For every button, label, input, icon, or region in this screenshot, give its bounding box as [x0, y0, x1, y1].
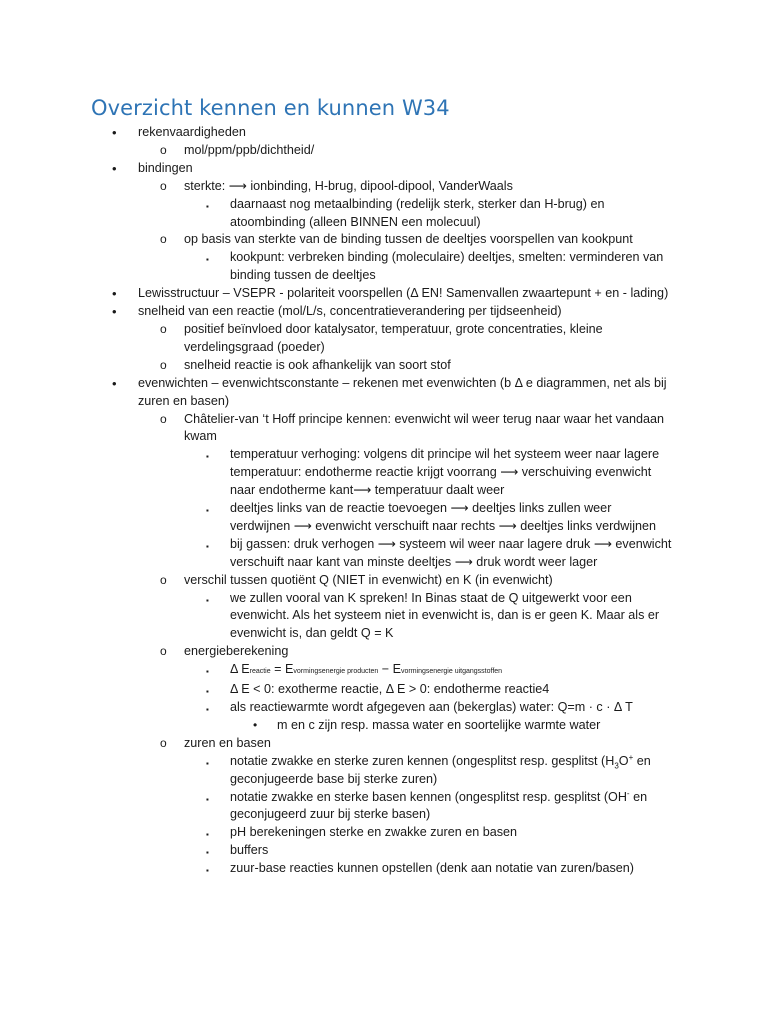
list-item-text: bij gassen: druk verhogen ⟶ systeem wil weer naar lagere druk ⟶ evenwicht verschuift naar kant van minste deeltjes ⟶ druk wordt weer lager [230, 536, 672, 569]
list-item-text: Lewisstructuur – VSEPR - polariteit voorspellen (Δ EN! Samenvallen zwaartepunt + en - lading) [138, 286, 669, 301]
formula-minus: − E [378, 662, 401, 677]
list-item-rekenvaardigheden [0, 124, 768, 142]
list-item-text: mol/ppm/ppb/dichtheid/ [184, 142, 315, 157]
list-item-text: pH berekeningen sterke en zwakke zuren en basen [230, 825, 518, 840]
list-item-kookpunt-voorspellen [0, 231, 768, 249]
text-part: en geconjugeerd zuur bij sterke basen) [230, 789, 648, 822]
circle-marker: o [160, 357, 167, 372]
list-item-text: als reactiewarmte wordt afgegeven aan (bekerglas) water: Q=m · c · Δ T [230, 700, 633, 714]
list-item-deeltjes-links [0, 500, 768, 536]
circle-marker: o [160, 178, 167, 193]
formula-subscript-producten: vormingsenergie producten [293, 668, 379, 676]
list-item-text: daarnaast nog metaalbinding (redelijk sterk, sterker dan H-brug) en atoombinding (alleen BINNEN een molecuul) [230, 196, 605, 229]
list-item-text: sterkte: ⟶ ionbinding, H-brug, dipool-dipool, VanderWaals [184, 178, 513, 193]
square-marker: ▪ [206, 794, 209, 804]
bullet-marker: • [112, 304, 117, 320]
list-item-text: zuur-base reacties kunnen opstellen (denk aan notatie van zuren/basen) [230, 861, 634, 876]
circle-marker: o [160, 735, 167, 750]
formula-delta: Δ E [230, 662, 250, 677]
bullet-marker: • [112, 286, 117, 302]
list-item-text: m en c zijn resp. massa water en soortelijke warmte water [277, 717, 601, 732]
square-marker: ▪ [206, 506, 209, 516]
list-item-metaalbinding [0, 196, 768, 232]
square-marker: ▪ [206, 705, 209, 714]
circle-marker: o [160, 644, 167, 659]
list-item-text: op basis van sterkte van de binding tussen de deeltjes voorspellen van kookpunt [184, 232, 633, 247]
square-marker: ▪ [206, 541, 209, 551]
list-item-text: positief beïnvloed door katalysator, temperatuur, grote concentraties, kleine verdelingsgraad (poeder) [184, 321, 603, 354]
list-item-evenwichten [0, 375, 768, 411]
list-item-text: kookpunt: verbreken binding (moleculaire) deeltjes, smelten: verminderen van binding tussen de deeltjes [230, 250, 664, 283]
square-marker: ▪ [206, 667, 209, 677]
square-marker: ▪ [206, 830, 209, 840]
circle-marker: o [160, 321, 167, 336]
square-marker: ▪ [206, 758, 209, 768]
list-item-text: bindingen [138, 160, 193, 175]
list-item-energieberekening [0, 643, 768, 661]
list-item-text: energieberekening [184, 644, 289, 659]
text-part: en geconjugeerde base bij sterke zuren) [230, 753, 651, 786]
list-item-ph-berekeningen [0, 824, 768, 842]
list-item-reactiewarmte [0, 699, 768, 717]
list-item-text: snelheid van een reactie (mol/L/s, concentratieverandering per tijdseenheid) [138, 304, 562, 319]
bullet-marker: • [112, 125, 117, 140]
formula-subscript-uitgangsstoffen: vormingsenergie uitgangsstoffen [401, 668, 503, 676]
list-item-text: we zullen vooral van K spreken! In Binas staat de Q uitgewerkt voor een evenwicht. Als het systeem niet in evenwicht is, dan is er geen K. Maar als er evenwicht is, dan geldt Q = K [230, 590, 660, 641]
list-item-chatelier [0, 411, 768, 447]
text-part: notatie zwakke en sterke basen kennen (ongesplitst resp. gesplitst (OH [230, 789, 627, 804]
list-item-soort-stof [0, 357, 768, 375]
list-item-text: rekenvaardigheden [138, 125, 246, 139]
list-item-buffers [0, 842, 768, 860]
formula-subscript-reactie: reactie [249, 668, 271, 676]
text-part: O [618, 753, 629, 768]
subscript: 3 [614, 761, 619, 771]
list-item-verschil-q-k [0, 572, 768, 590]
list-item-notatie-basen [0, 789, 768, 825]
square-marker: ▪ [206, 866, 209, 876]
formula-text [230, 661, 674, 681]
formula-equals: = E [270, 662, 294, 677]
circle-marker: o [160, 142, 167, 157]
list-item-temperatuur-verhoging [0, 446, 768, 500]
list-item-text: deeltjes links van de reactie toevoegen ⟶ deeltjes links zullen weer verdwijnen ⟶ evenwicht verschuift naar rechts ⟶ deeltjes links verdwijnen [230, 501, 656, 533]
list-item-exotherm-endotherm [0, 681, 768, 699]
circle-marker: o [160, 411, 167, 426]
square-marker: ▪ [206, 595, 209, 605]
list-item-text: Δ E < 0: exotherme reactie, Δ E > 0: endotherme reactie4 [230, 682, 550, 697]
list-item-text [230, 753, 674, 789]
list-item-text: temperatuur verhoging: volgens dit principe wil het systeem weer naar lagere temperatuur: endotherme reactie krijgt voorrang ⟶ verschuiving evenwicht naar endotherme kant⟶ temperatuur daalt weer [230, 447, 660, 498]
list-item-positief-beinvloed [0, 321, 768, 357]
list-item-text: snelheid reactie is ook afhankelijk van soort stof [184, 357, 451, 372]
list-item-notatie-zuren [0, 753, 768, 789]
list-item-mol-ppm [0, 142, 768, 160]
list-item-zuur-base-reacties [0, 860, 768, 878]
square-marker: ▪ [206, 201, 209, 211]
list-item-bindingen [0, 160, 768, 178]
list-item-m-en-c [0, 717, 768, 735]
list-item-lewisstructuur [0, 285, 768, 303]
bullet-marker: • [112, 160, 117, 176]
bullet-marker: • [112, 375, 117, 391]
list-item-text: buffers [230, 843, 269, 858]
list-item-sterkte [0, 178, 768, 196]
list-item-snelheid [0, 303, 768, 321]
square-marker: ▪ [206, 848, 209, 858]
square-marker: ▪ [206, 452, 209, 462]
list-item-delta-e-formula [0, 661, 768, 681]
list-item-gassen-druk [0, 536, 768, 572]
list-item-text: Châtelier-van ‘t Hoff principe kennen: evenwicht wil weer terug naar waar het vandaan kwam [184, 411, 664, 444]
list-item-binas-k [0, 590, 768, 644]
superscript: + [628, 752, 634, 762]
square-marker: ▪ [206, 255, 209, 265]
list-item-text: zuren en basen [184, 735, 271, 750]
list-item-kookpunt [0, 249, 768, 285]
square-marker: ▪ [206, 687, 209, 697]
list-item-text: verschil tussen quotiënt Q (NIET in evenwicht) en K (in evenwicht) [184, 572, 553, 587]
circle-marker: o [160, 232, 167, 247]
page-title: Overzicht kennen en kunnen W34 [91, 96, 450, 120]
bullet-marker: • [253, 717, 258, 732]
list-item-text: evenwichten – evenwichtsconstante – rekenen met evenwichten (b Δ e diagrammen, net als bij zuren en basen) [138, 375, 667, 408]
list-item-text [230, 789, 674, 825]
circle-marker: o [160, 572, 167, 587]
text-part: notatie zwakke en sterke zuren kennen (ongesplitst resp. gesplitst (H [230, 753, 615, 768]
topic-list [0, 124, 768, 878]
superscript: - [626, 788, 630, 798]
list-item-zuren-en-basen [0, 735, 768, 753]
